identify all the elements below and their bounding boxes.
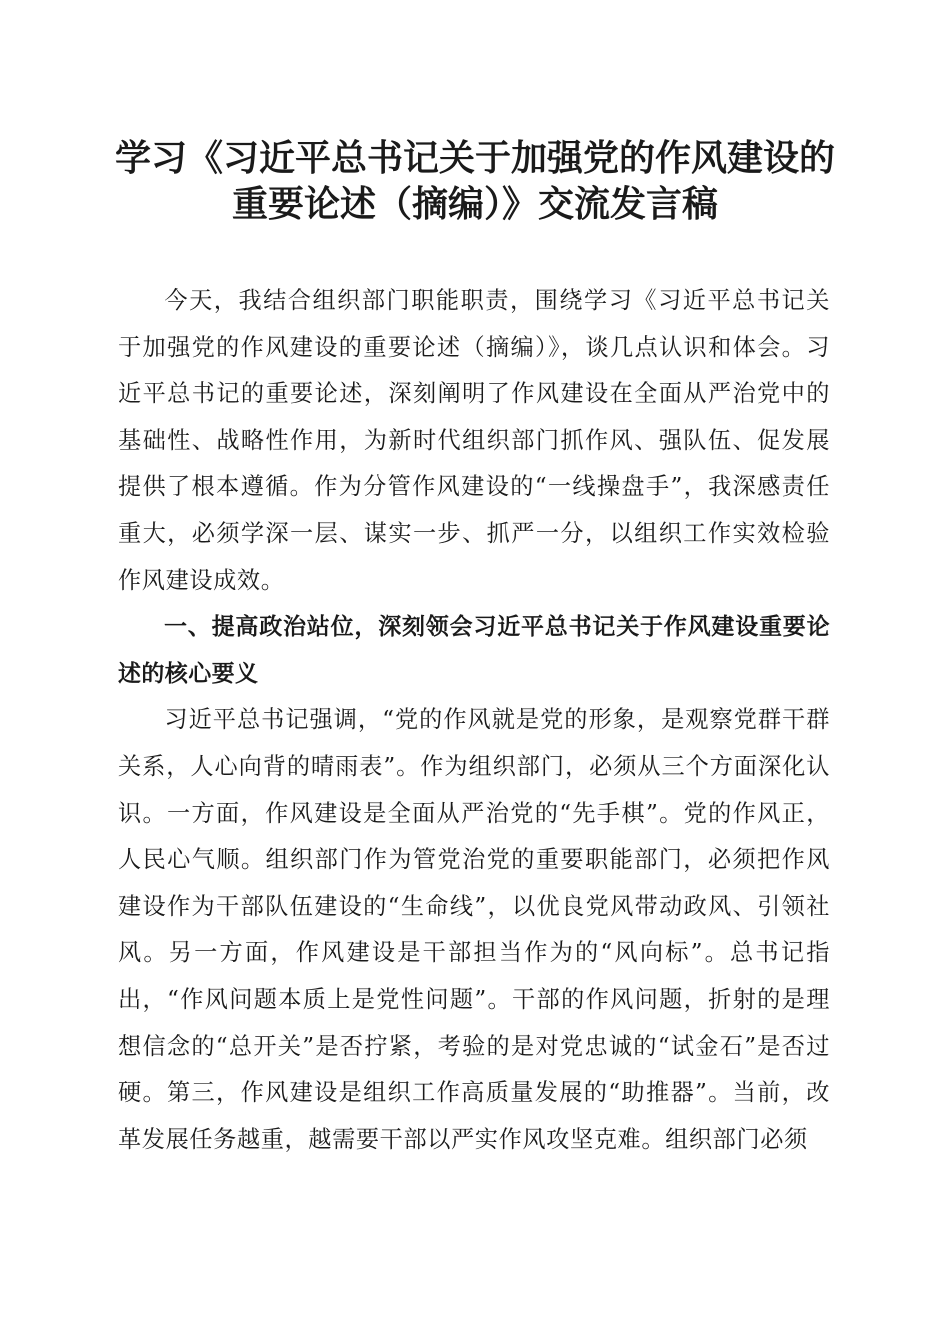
document-body [118,278,830,1163]
section-1-paragraph: 习近平总书记强调，“党的作风就是党的形象，是观察党群干群关系，人心向背的晴雨表”。作为组织部门，必须从三个方面深化认识。一方面，作风建设是全面从严治党的“先手棋”。党的作风正，人民心气顺。组织部门作为管党治党的重要职能部门，必须把作风建设作为干部队伍建设的“生命线”，以优良党风带动政风、引领社风。另一方面，作风建设是干部担当作为的“风向标”。总书记指出，“作风问题本质上是党性问题”。干部的作风问题，折射的是理想信念的“总开关”是否拧紧，考验的是对党忠诚的“试金石”是否过硬。第三，作风建设是组织工作高质量发展的“助推器”。当前，改革发展任务越重，越需要干部以严实作风攻坚克难。组织部门必须 [118,706,830,1153]
title-line-1: 学习《习近平总书记关于加强党的作风建设的 [114,137,835,179]
intro-paragraph: 今天，我结合组织部门职能职责，围绕学习《习近平总书记关于加强党的作风建设的重要论述（摘编）》，谈几点认识和体会。习近平总书记的重要论述，深刻阐明了作风建设在全面从严治党中的基础性、战略性作用，为新时代组织部门抓作风、强队伍、促发展提供了根本遵循。作为分管作风建设的“一线操盘手”，我深感责任重大，必须学深一层、谋实一步、抓严一分，以组织工作实效检验作风建设成效。 [118,287,830,594]
document-title [100,135,850,227]
title-line-2: 重要论述（摘编）》交流发言稿 [231,183,718,225]
section-heading-1: 一、提高政治站位，深刻领会习近平总书记关于作风建设重要论述的核心要义 [118,614,830,687]
